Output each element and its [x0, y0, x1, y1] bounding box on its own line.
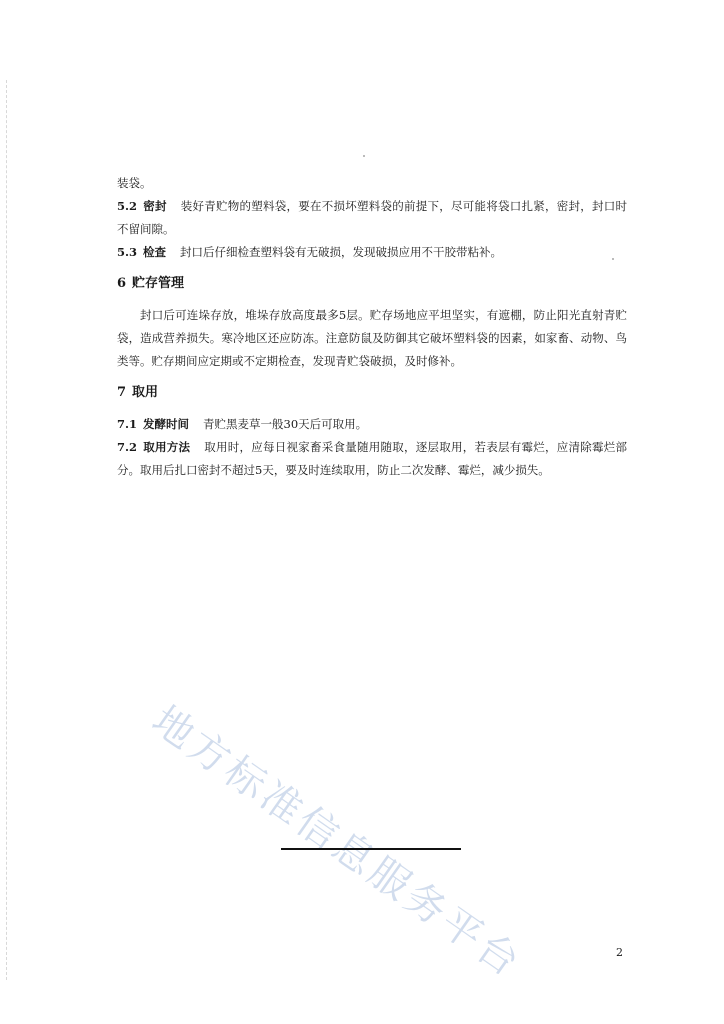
continued-text: 装袋。	[117, 176, 152, 190]
section-number: 7	[117, 385, 127, 400]
scan-edge-line	[6, 80, 7, 980]
clause-7-2	[117, 436, 627, 482]
section-title: 贮存管理	[132, 276, 185, 291]
scan-speck	[363, 155, 365, 157]
continued-paragraph	[117, 172, 627, 195]
section-heading-7	[117, 382, 627, 404]
page-number: 2	[616, 946, 623, 959]
clause-7-1	[117, 413, 627, 436]
watermark-text: 地方标准信息服务平台	[143, 697, 531, 988]
clause-body: 取用时，应每日视家畜采食量随用随取，逐层取用，若表层有霉烂，应清除霉烂部分。取用后扎口密封不超过5天，要及时连续取用，防止二次发酵、霉烂，减少损失。	[117, 440, 627, 477]
section-number: 6	[117, 276, 127, 291]
clause-number: 5.3	[117, 245, 138, 259]
clause-body: 封口后仔细检查塑料袋有无破损，发现破损应用不干胶带粘补。	[180, 245, 503, 259]
clause-title: 密封	[143, 199, 167, 213]
clause-number: 7.1	[117, 417, 138, 431]
clause-number: 5.2	[117, 199, 138, 213]
section-title: 取用	[132, 385, 159, 400]
clause-title: 取用方法	[143, 440, 191, 454]
document-body	[117, 172, 627, 482]
clause-5-2	[117, 195, 627, 241]
section-heading-6	[117, 273, 627, 295]
section-6-paragraph: 封口后可连垛存放，堆垛存放高度最多5层。贮存场地应平坦坚实，有遮棚，防止阳光直射青贮袋，造成营养损失。寒冷地区还应防冻。注意防鼠及防御其它破坏塑料袋的因素，如家畜、动物、鸟类等。贮存期间应定期或不定期检查，发现青贮袋破损，及时修补。	[117, 308, 627, 368]
clause-number: 7.2	[117, 440, 138, 454]
clause-title: 检查	[143, 245, 167, 259]
end-rule	[281, 848, 461, 850]
clause-body: 装好青贮物的塑料袋，要在不损坏塑料袋的前提下，尽可能将袋口扎紧，密封，封口时不留间隙。	[117, 199, 627, 236]
clause-body: 青贮黑麦草一般30天后可取用。	[203, 417, 368, 431]
clause-5-3	[117, 241, 627, 264]
clause-title: 发酵时间	[143, 417, 190, 431]
